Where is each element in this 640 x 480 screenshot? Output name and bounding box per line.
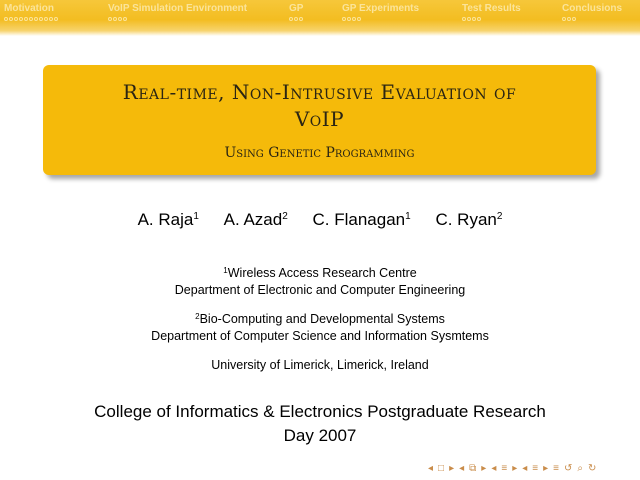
frame-dot-icon[interactable]: [108, 17, 112, 21]
event-line-1: College of Informatics & Electronics Postgraduate Research: [94, 402, 546, 421]
frame-dot-icon[interactable]: [467, 17, 471, 21]
section-navigation-bar: [0, 0, 640, 36]
presentation-subtitle: Using Genetic Programming: [224, 145, 415, 161]
frame-dot-icon[interactable]: [567, 17, 571, 21]
frame-dot-icon[interactable]: [44, 17, 48, 21]
frame-dot-icon[interactable]: [462, 17, 466, 21]
title-line-2: VoIP: [294, 107, 345, 131]
forward-icon[interactable]: ↻: [587, 462, 597, 474]
affiliation-mark: 2: [282, 211, 288, 222]
affiliation-centre: Bio-Computing and Developmental Systems: [199, 312, 445, 326]
nav-section-label: Conclusions: [562, 3, 623, 14]
author-name: C. Ryan: [435, 210, 497, 229]
frame-icon[interactable]: □: [438, 462, 445, 474]
frame-dot-icon[interactable]: [289, 17, 293, 21]
affiliation-mark: 1: [223, 266, 228, 275]
author-name: A. Raja: [137, 210, 194, 229]
author-list: [0, 210, 640, 230]
university: University of Limerick, Limerick, Ireland: [211, 358, 429, 372]
author: [313, 210, 411, 230]
prev-slide-icon[interactable]: ◂: [522, 462, 528, 474]
nav-frame-dots: [562, 17, 622, 21]
nav-section-label: GP: [289, 3, 304, 14]
frame-dot-icon[interactable]: [352, 17, 356, 21]
frame-dot-icon[interactable]: [49, 17, 53, 21]
affiliation-2: [0, 308, 640, 345]
frame-dot-icon[interactable]: [54, 17, 58, 21]
affiliation-department: Department of Electronic and Computer Engineering: [174, 283, 466, 297]
nav-section-motivation[interactable]: [4, 3, 58, 21]
frame-dot-icon[interactable]: [472, 17, 476, 21]
event-line-2: Day 2007: [283, 426, 357, 445]
outline-icon[interactable]: ≡: [553, 462, 559, 474]
frame-dot-icon[interactable]: [9, 17, 13, 21]
affiliation-department: Department of Computer Science and Information Sysmtems: [151, 329, 489, 343]
title-block: [43, 65, 596, 175]
nav-frame-dots: [289, 17, 303, 21]
nav-section-label: GP Experiments: [342, 3, 420, 14]
presentation-title: [43, 79, 596, 133]
section-icon[interactable]: ≡: [501, 462, 508, 474]
frame-dot-icon[interactable]: [24, 17, 28, 21]
title-line-1: Real-time, Non-Intrusive Evaluation of: [122, 80, 517, 104]
subsection-icon[interactable]: ⧉: [469, 462, 477, 474]
prev-section-icon[interactable]: ◂: [491, 462, 497, 474]
frame-dot-icon[interactable]: [294, 17, 298, 21]
slide-icon[interactable]: ≡: [532, 462, 539, 474]
nav-section-label: VoIP Simulation Environment: [108, 3, 248, 14]
frame-dot-icon[interactable]: [19, 17, 23, 21]
nav-section-label: Motivation: [4, 3, 54, 14]
frame-dot-icon[interactable]: [39, 17, 43, 21]
frame-dot-icon[interactable]: [342, 17, 346, 21]
nav-section-gp-experiments[interactable]: [342, 3, 419, 21]
nav-section-label: Test Results: [462, 3, 521, 14]
frame-dot-icon[interactable]: [357, 17, 361, 21]
nav-frame-dots: [342, 17, 419, 21]
nav-frame-dots: [462, 17, 521, 21]
prev-frame-icon[interactable]: ◂: [428, 462, 434, 474]
next-subsection-icon[interactable]: ▸: [481, 462, 487, 474]
next-frame-icon[interactable]: ▸: [449, 462, 455, 474]
frame-dot-icon[interactable]: [123, 17, 127, 21]
author-name: A. Azad: [223, 210, 283, 229]
frame-dot-icon[interactable]: [347, 17, 351, 21]
affiliation-mark: 1: [193, 211, 199, 222]
nav-section-test-results[interactable]: [462, 3, 521, 21]
nav-section-voip-simulation[interactable]: [108, 3, 247, 21]
affiliation-mark: 2: [195, 312, 200, 321]
back-icon[interactable]: ↺: [563, 462, 573, 474]
nav-section-gp[interactable]: [289, 3, 303, 21]
nav-frame-dots: [4, 17, 58, 21]
search-icon[interactable]: ⌕: [577, 462, 583, 474]
frame-dot-icon[interactable]: [572, 17, 576, 21]
frame-dot-icon[interactable]: [299, 17, 303, 21]
frame-dot-icon[interactable]: [29, 17, 33, 21]
next-section-icon[interactable]: ▸: [512, 462, 518, 474]
affiliation-mark: 1: [405, 211, 411, 222]
affiliation-mark: 2: [496, 211, 503, 222]
frame-dot-icon[interactable]: [4, 17, 8, 21]
author: [138, 210, 199, 230]
frame-dot-icon[interactable]: [118, 17, 122, 21]
frame-dot-icon[interactable]: [14, 17, 18, 21]
author: [224, 210, 288, 230]
affiliation-1: [0, 262, 640, 299]
nav-section-conclusions[interactable]: [562, 3, 622, 21]
frame-dot-icon[interactable]: [34, 17, 38, 21]
nav-frame-dots: [108, 17, 247, 21]
affiliation-centre: Wireless Access Research Centre: [227, 266, 417, 280]
frame-dot-icon[interactable]: [113, 17, 117, 21]
frame-dot-icon[interactable]: [562, 17, 566, 21]
prev-subsection-icon[interactable]: ◂: [459, 462, 465, 474]
beamer-navigation-symbols: [428, 462, 596, 474]
frame-dot-icon[interactable]: [477, 17, 481, 21]
event-name: [40, 400, 600, 448]
next-slide-icon[interactable]: ▸: [543, 462, 549, 474]
author-name: C. Flanagan: [312, 210, 406, 229]
author: [435, 210, 502, 230]
